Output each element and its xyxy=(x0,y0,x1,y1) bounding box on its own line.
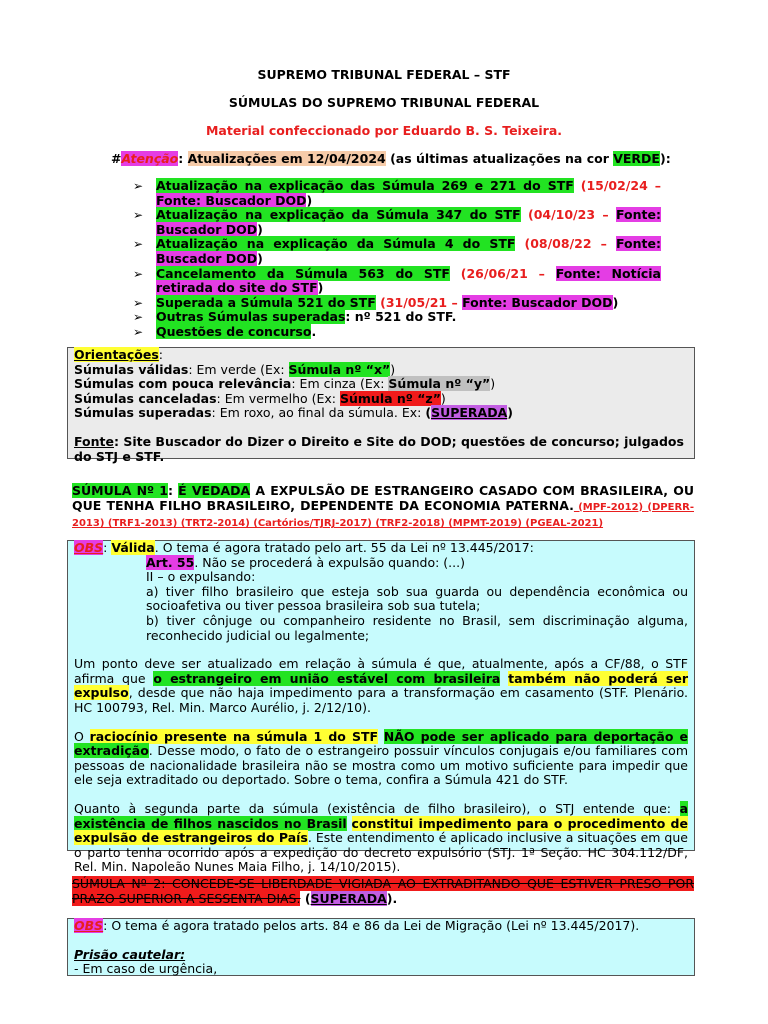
list-item: ➢ Atualização na explicação da Súmula 347 do STF (04/10/23 – Fonte: Buscador DOD) xyxy=(133,207,661,237)
sumula-1-heading: SÚMULA Nº 1: É VEDADA A EXPULSÃO DE ESTRANGEIRO CASADO COM BRASILEIRA, OU QUE TENHA FILHO BRASILEIRO, DEPENDENTE DA ECONOMIA PATERNA. (MPF-2012) (DPERR-2013) (TRF1-2013) (TRT2-2014) (Cartórios/TJRJ-2017) (TRF2-2018) (MPMT-2019) (PGEAL-2021) xyxy=(72,483,694,530)
arrow-bullet-icon: ➢ xyxy=(133,237,144,252)
document-subtitle: SÚMULAS DO SUPREMO TRIBUNAL FEDERAL xyxy=(228,95,540,110)
document-title: SUPREMO TRIBUNAL FEDERAL – STF xyxy=(257,67,511,82)
obs-box-2: OBS: O tema é agora tratado pelos arts. 84 e 86 da Lei de Migração (Lei nº 13.445/2017). Prisão cautelar: - Em caso de urgência, xyxy=(67,918,695,976)
exam-references: (MPF-2012) (DPERR-2013) (TRF1-2013) (TRT2-2014) (Cartórios/TJRJ-2017) (TRF2-2018) (MPMT-2019) (PGEAL-2021) xyxy=(72,501,694,530)
arrow-bullet-icon: ➢ xyxy=(133,179,144,193)
superada-badge: SUPERADA xyxy=(310,890,387,906)
law-quote: Art. 55. Não se procederá à expulsão quando: (...) II – o expulsando: a) tiver filho brasileiro que esteja sob sua guarda ou dependência econômica ou socioafetiva ou tiver pessoa brasileira sob sua tutela; b) tiver cônjuge ou companheiro residente no Brasil, sem discriminação alguma, reconhecido judicial ou legalmente; xyxy=(146,554,688,643)
attention-label: Atenção xyxy=(121,151,179,166)
sumula-2-heading: SÚMULA Nº 2: CONCEDE-SE LIBERDADE VIGIADA AO EXTRADITANDO QUE ESTIVER PRESO POR PRAZO SUPERIOR A SESSENTA DIAS. (SUPERADA). xyxy=(72,876,694,906)
obs-label: OBS xyxy=(74,540,104,555)
list-item: ➢ Cancelamento da Súmula 563 do STF (26/06/21 – Fonte: Notícia retirada do site do STF) xyxy=(133,265,661,296)
list-item: ➢ Questões de concurso. xyxy=(133,323,317,339)
author-line: Material confeccionado por Eduardo B. S. Teixeira. xyxy=(205,123,563,138)
arrow-bullet-icon: ➢ xyxy=(133,310,144,325)
valid-badge: Válida xyxy=(111,540,155,555)
guidelines-box: Orientações: Súmulas válidas: Em verde (Ex: Súmula nº “x”) Súmulas com pouca relevância: Em cinza (Ex: Súmula nº “y”) Súmulas canceladas: Em vermelho (Ex: Súmula nº “z”) Súmulas superadas: Em roxo, ao final da súmula. Ex: (SUPERADA) Fonte: Site Buscador do Dizer o Direito e Site do DOD; questões de concurso; julgados do STJ e STF. xyxy=(67,347,695,459)
updates-list xyxy=(133,179,661,340)
obs-box-1: OBS: Válida. O tema é agora tratado pelo art. 55 da Lei nº 13.445/2017: Art. 55. Não se procederá à expulsão quando: (...) II – o expulsando: a) tiver filho brasileiro que esteja sob sua guarda ou dependência econômica ou socioafetiva ou tiver pessoa brasileira sob sua tutela; b) tiver cônjuge ou companheiro residente no Brasil, sem discriminação alguma, reconhecido judicial ou legalmente; Um ponto deve ser atualizado em relação à súmula é que, atualmente, após a CF/88, o STF afirma que o estrangeiro em união estável com brasileira também não poderá ser expulso, desde que não haja impedimento para a transformação em casamento (STF. Plenário. HC 100793, Rel. Min. Marco Aurélio, j. 2/12/10). O raciocínio presente na súmula 1 do STF NÃO pode ser aplicado para deportação e extradição. Desse modo, o fato de o estrangeiro possuir vínculos conjugais e/ou familiares com pessoas de nacionalidade brasileira não se mostra como um motivo suficiente para impedir que ele seja extraditado ou deportado. Sobre o tema, confira a Súmula 421 do STF. Quanto à segunda parte da súmula (existência de filho brasileiro), o STJ entende que: a existência de filhos nascidos no Brasil constitui impedimento para o procedimento de expulsão de estrangeiros do País. Este entendimento é aplicado inclusive a situações em que o parto tenha ocorrido após a expedição do decreto expulsório (STJ. 1ª Seção. HC 304.112/DF, Rel. Min. Napoleão Nunes Maia Filho, j. 14/10/2015). xyxy=(67,540,695,851)
list-item: ➢ Atualização na explicação das Súmula 269 e 271 do STF (15/02/24 – Fonte: Buscador DOD) xyxy=(133,178,661,208)
attention-line: #Atenção: Atualizações em 12/04/2024 (as últimas atualizações na cor VERDE): xyxy=(111,151,671,166)
verde-label: VERDE xyxy=(613,151,660,166)
list-item: ➢ Atualização na explicação da Súmula 4 do STF (08/08/22 – Fonte: Buscador DOD) xyxy=(133,236,661,266)
arrow-bullet-icon: ➢ xyxy=(133,295,144,310)
arrow-bullet-icon: ➢ xyxy=(133,266,144,281)
list-item: ➢ Superada a Súmula 521 do STF (31/05/21 – Fonte: Buscador DOD) xyxy=(133,294,619,310)
prisao-cautelar-heading: Prisão cautelar: xyxy=(74,946,186,962)
obs-label: OBS xyxy=(74,918,104,933)
arrow-bullet-icon: ➢ xyxy=(133,208,144,223)
attention-update: Atualizações em 12/04/2024 xyxy=(187,151,386,166)
guidelines-title: Orientações xyxy=(74,347,159,362)
arrow-bullet-icon: ➢ xyxy=(133,324,144,339)
list-item: ➢ Outras Súmulas superadas: nº 521 do STF. xyxy=(133,309,457,325)
